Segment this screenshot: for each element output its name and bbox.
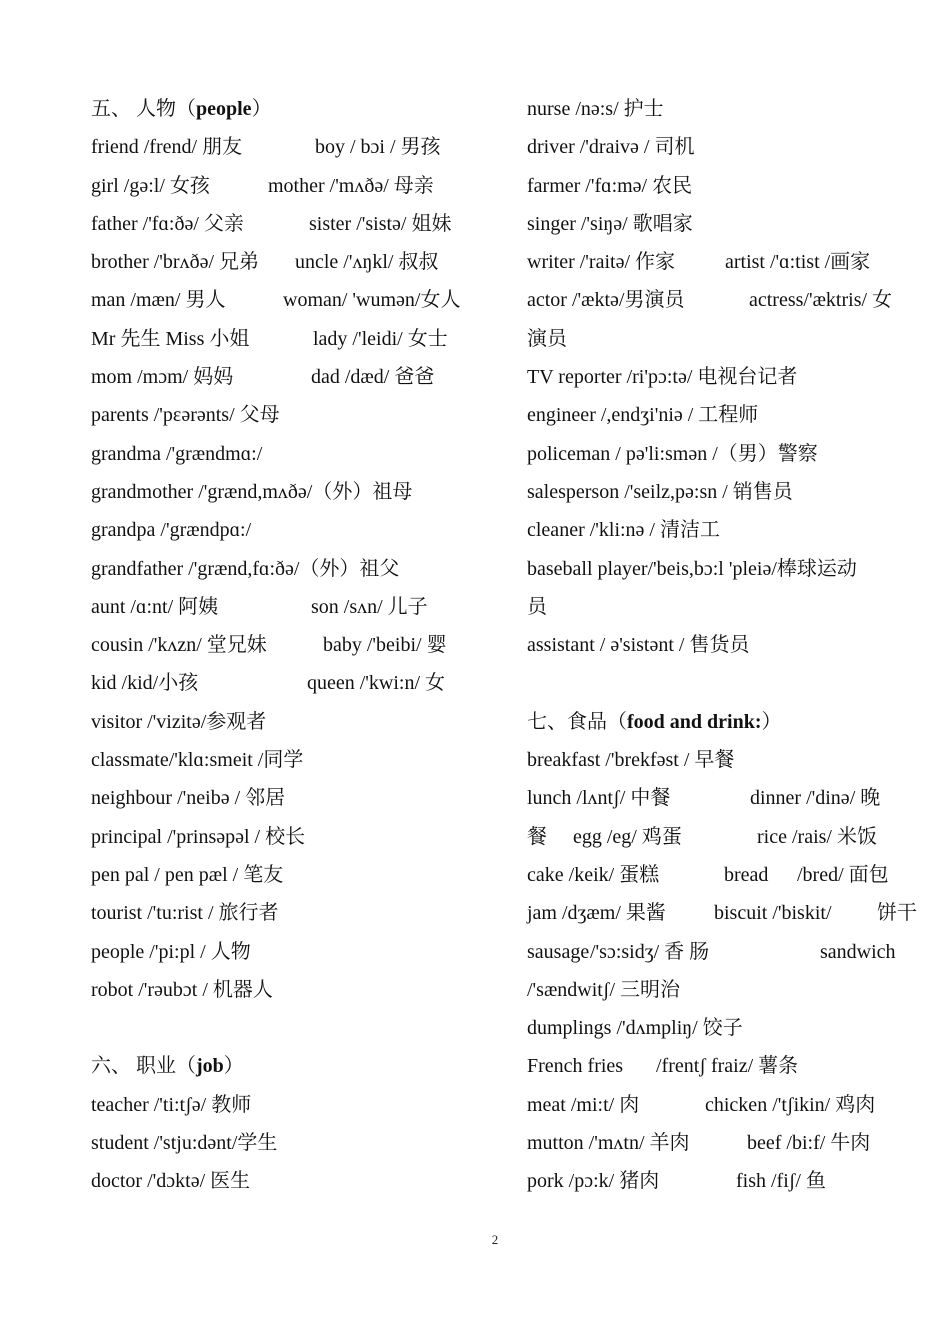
section-heading-people: 五、 人物（people）: [91, 98, 272, 120]
food-line: [527, 1009, 912, 1047]
people-line: [91, 320, 476, 358]
people-line: [91, 626, 476, 664]
vocab-entry: visitor /'vizitə/参观者: [91, 710, 267, 733]
food-line: [527, 971, 912, 1009]
job-line: [527, 281, 912, 319]
vocab-entry: student /'stju:dənt/学生: [91, 1132, 278, 1155]
vocab-entry: driver /'draivə / 司机: [527, 136, 695, 159]
vocab-entry: friend /frend/ 朋友: [91, 136, 243, 159]
food-line: [527, 933, 912, 971]
section-heading-food: 七、食品（food and drink:）: [527, 710, 782, 733]
vocab-entry: cake /keik/ 蛋糕: [527, 863, 660, 886]
vocab-entry: beef /bi:f/ 牛肉: [747, 1132, 871, 1155]
vocab-entry: meat /mi:t/ 肉: [527, 1093, 640, 1116]
job-line: [527, 167, 912, 205]
blank-line: [91, 1009, 476, 1047]
vocab-entry: grandpa /'grændpɑ:/: [91, 519, 252, 542]
people-line: [91, 779, 476, 817]
vocab-entry: principal /'prinsəpəl / 校长: [91, 825, 306, 848]
job-line: [527, 473, 912, 511]
job-line: [527, 396, 912, 434]
job-line: [91, 1124, 476, 1162]
people-line: [91, 473, 476, 511]
vocab-entry: French fries: [527, 1055, 624, 1078]
vocab-entry: man /mæn/ 男人: [91, 289, 226, 312]
vocab-entry: chicken /'tʃikin/ 鸡肉: [705, 1093, 876, 1116]
vocab-entry: breakfast /'brekfəst / 早餐: [527, 749, 735, 772]
section-heading-job: 六、 职业（job）: [91, 1055, 244, 1078]
vocab-entry: doctor /'dɔktə/ 医生: [91, 1170, 251, 1193]
vocab-entry: TV reporter /ri'pɔ:tə/ 电视台记者: [527, 366, 798, 389]
vocab-entry: woman/ 'wumən/女人: [283, 289, 461, 312]
people-line: [91, 243, 476, 281]
vocab-entry: neighbour /'neibə / 邻居: [91, 787, 286, 810]
job-line: [527, 550, 912, 588]
people-line: [91, 741, 476, 779]
vocab-entry: father /'fɑ:ðə/ 父亲: [91, 212, 244, 235]
vocab-entry: son /sʌn/ 儿子: [311, 595, 428, 618]
people-line: [91, 435, 476, 473]
people-vocab-list: [91, 128, 476, 1009]
vocab-entry: dad /dæd/ 爸爸: [311, 366, 435, 389]
vocab-entry: mom /mɔm/ 妈妈: [91, 366, 234, 389]
vocab-entry: rice /rais/ 米饭: [757, 825, 877, 848]
vocab-entry: 演员: [527, 327, 567, 350]
vocab-entry: actress/'æktris/ 女: [749, 289, 893, 312]
vocab-entry: brother /'brʌðə/ 兄弟: [91, 251, 260, 274]
people-line: [91, 818, 476, 856]
vocab-entry: singer /'siŋə/ 歌唱家: [527, 212, 693, 235]
food-line: [527, 1047, 912, 1085]
vocab-entry: grandma /'grændmɑ:/: [91, 442, 263, 465]
vocab-entry: mother /'mʌðə/ 母亲: [268, 174, 434, 197]
food-line: [527, 1124, 912, 1162]
vocab-entry: lunch /lʌntʃ/ 中餐: [527, 787, 671, 810]
vocab-entry: tourist /'tu:rist / 旅行者: [91, 902, 279, 925]
people-line: [91, 205, 476, 243]
vocab-entry: bread: [724, 863, 769, 886]
vocab-entry: actor /'æktə/男演员: [527, 289, 685, 312]
vocab-entry: dumplings /'dʌmpliŋ/ 饺子: [527, 1017, 743, 1040]
vocab-entry: Mr 先生 Miss 小姐: [91, 327, 250, 350]
blank-line: [527, 664, 912, 702]
vocab-entry: baseball player/'beis,bɔ:l 'pleiə/棒球运动: [527, 557, 857, 580]
vocab-entry: farmer /'fɑ:mə/ 农民: [527, 174, 693, 197]
vocab-entry: mutton /'mʌtn/ 羊肉: [527, 1132, 690, 1155]
food-line: [527, 1086, 912, 1124]
job-line: [527, 511, 912, 549]
job-line: [527, 128, 912, 166]
job-vocab-list-left: [91, 1086, 476, 1201]
job-line: [527, 626, 912, 664]
people-line: [91, 550, 476, 588]
job-line: [527, 588, 912, 626]
food-line: [527, 856, 912, 894]
vocab-entry: artist /'ɑ:tist /画家: [725, 251, 871, 274]
job-line: [527, 435, 912, 473]
vocab-entry: assistant / ə'sistənt / 售货员: [527, 634, 750, 657]
people-line: [91, 664, 476, 702]
vocab-entry: pen pal / pen pæl / 笔友: [91, 863, 284, 886]
job-line: [527, 358, 912, 396]
vocab-entry: lady /'leidi/ 女士: [313, 327, 448, 350]
vocab-entry: pork /pɔ:k/ 猪肉: [527, 1170, 660, 1193]
vocab-entry: /bred/ 面包: [797, 863, 889, 886]
vocab-entry: sandwich: [820, 940, 896, 963]
vocab-entry: boy / bɔi / 男孩: [315, 136, 441, 159]
food-line: [527, 818, 912, 856]
job-line: [527, 243, 912, 281]
vocab-entry: policeman / pə'li:smən /（男）警察: [527, 442, 818, 465]
food-line: [527, 741, 912, 779]
food-line: [527, 1162, 912, 1200]
people-line: [91, 281, 476, 319]
vocab-entry: fish /fiʃ/ 鱼: [736, 1170, 826, 1193]
people-line: [91, 588, 476, 626]
vocab-entry: parents /'pεərənts/ 父母: [91, 404, 280, 427]
vocab-entry: biscuit /'biskit/: [714, 902, 832, 925]
vocab-entry: jam /dʒæm/ 果酱: [527, 902, 666, 925]
vocab-entry: aunt /ɑ:nt/ 阿姨: [91, 595, 219, 618]
people-line: [91, 856, 476, 894]
job-line: [527, 320, 912, 358]
vocab-entry: grandfather /'grænd,fɑ:ðə/（外）祖父: [91, 557, 400, 580]
job-line: [91, 1086, 476, 1124]
job-line: [527, 90, 912, 128]
job-vocab-list-right: [527, 90, 912, 664]
vocab-entry: girl /gə:l/ 女孩: [91, 174, 210, 197]
vocab-entry: 餐: [527, 825, 547, 848]
vocab-entry: uncle /'ʌŋkl/ 叔叔: [295, 251, 439, 274]
vocab-entry: queen /'kwi:n/ 女: [307, 672, 446, 695]
people-line: [91, 358, 476, 396]
vocab-entry: baby /'beibi/ 婴: [323, 634, 447, 657]
people-line: [91, 971, 476, 1009]
people-line: [91, 396, 476, 434]
vocab-entry: dinner /'dinə/ 晚: [750, 787, 881, 810]
vocab-entry: salesperson /'seilz,pə:sn / 销售员: [527, 480, 793, 503]
vocab-entry: robot /'rəubɔt / 机器人: [91, 978, 273, 1001]
vocab-entry: sister /'sistə/ 姐妹: [309, 212, 452, 235]
vocab-entry: engineer /,endʒi'niə / 工程师: [527, 404, 759, 427]
people-line: [91, 167, 476, 205]
right-column: [527, 90, 917, 1201]
vocab-entry: nurse /nə:s/ 护士: [527, 98, 664, 120]
people-line: [91, 703, 476, 741]
vocab-entry: cleaner /'kli:nə / 清洁工: [527, 519, 720, 542]
vocab-entry: 员: [527, 595, 547, 618]
vocab-entry: egg /eg/ 鸡蛋: [573, 825, 682, 848]
people-line: [91, 933, 476, 971]
vocab-entry: people /'pi:pl / 人物: [91, 940, 251, 963]
food-line: [527, 779, 912, 817]
food-vocab-list: [527, 741, 917, 1201]
vocab-entry: /'sɔ:sidʒ/ 香 肠: [590, 940, 710, 963]
vocab-entry: teacher /'ti:tʃə/ 教师: [91, 1093, 252, 1116]
people-line: [91, 894, 476, 932]
vocab-entry: /'sændwitʃ/ 三明治: [527, 978, 681, 1001]
left-column: [91, 90, 476, 1201]
vocab-entry: classmate/'klɑ:smeit /同学: [91, 749, 304, 772]
people-line: [91, 128, 476, 166]
people-line: [91, 511, 476, 549]
job-line: [91, 1162, 476, 1200]
food-line: [527, 894, 917, 932]
vocab-entry: kid /kid/小孩: [91, 672, 199, 695]
page-number: 2: [491, 1232, 499, 1247]
job-line: [527, 205, 912, 243]
vocab-entry: 饼干: [877, 902, 917, 925]
vocab-entry: /frentʃ fraiz/ 薯条: [656, 1055, 799, 1078]
vocab-entry: grandmother /'grænd,mʌðə/（外）祖母: [91, 480, 413, 503]
vocab-entry: sausage: [527, 940, 590, 963]
vocab-entry: writer /'raitə/ 作家: [527, 251, 675, 274]
vocab-entry: cousin /'kʌzn/ 堂兄妹: [91, 634, 267, 657]
